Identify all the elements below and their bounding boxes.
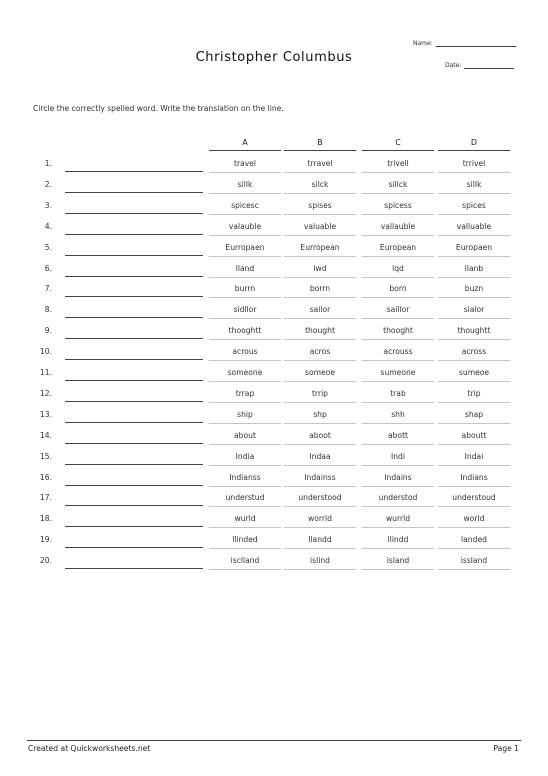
spelling-choice-d[interactable]: llanb xyxy=(464,263,484,273)
spelling-choice-d[interactable]: understoud xyxy=(452,493,496,503)
choice-underline xyxy=(209,339,281,340)
choice-underline xyxy=(362,423,434,424)
choice-underline xyxy=(209,444,281,445)
spelling-choice-c[interactable]: Indi xyxy=(391,451,405,461)
page-number: Page 1 xyxy=(493,744,519,753)
date-line[interactable] xyxy=(464,62,514,69)
worksheet-title: Christopher Columbus xyxy=(195,50,353,65)
choice-underline xyxy=(209,381,281,382)
choice-underline xyxy=(209,423,281,424)
translation-answer-line[interactable] xyxy=(65,401,203,402)
question-number: 10. xyxy=(39,347,52,357)
column-header-a: A xyxy=(242,138,248,147)
choice-underline xyxy=(362,277,434,278)
choice-underline xyxy=(438,172,510,173)
spelling-choice-a[interactable]: valauble xyxy=(228,221,262,231)
choice-underline xyxy=(284,235,356,236)
spelling-choice-c[interactable]: llindd xyxy=(387,535,409,545)
choice-underline xyxy=(209,277,281,278)
column-header-c: C xyxy=(395,138,401,147)
spelling-choice-b[interactable]: someoe xyxy=(305,368,335,377)
spelling-choice-a[interactable]: acrous xyxy=(232,347,258,357)
spelling-choice-a[interactable]: wurld xyxy=(234,514,256,524)
choice-underline xyxy=(362,297,434,298)
choice-underline xyxy=(438,465,510,466)
spelling-choice-d[interactable]: shap xyxy=(464,409,484,419)
column-header-rule xyxy=(209,150,281,151)
choice-underline xyxy=(362,256,434,257)
spelling-choice-a[interactable]: Eurropaen xyxy=(225,242,265,252)
spelling-choice-c[interactable]: trivell xyxy=(387,159,409,168)
spelling-choice-a[interactable]: isclland xyxy=(230,556,260,566)
footer-rule xyxy=(27,740,521,741)
choice-underline xyxy=(209,256,281,257)
spelling-choice-d[interactable]: aboutt xyxy=(461,430,487,440)
spelling-choice-a[interactable]: understud xyxy=(225,493,265,503)
spelling-choice-a[interactable]: spicesc xyxy=(231,200,259,210)
translation-answer-line[interactable] xyxy=(65,359,203,360)
translation-answer-line[interactable] xyxy=(65,464,203,465)
spelling-choice-c[interactable]: trab xyxy=(390,388,406,398)
choice-underline xyxy=(438,486,510,487)
choice-underline xyxy=(209,506,281,507)
spelling-choice-d[interactable]: Europaen xyxy=(455,242,493,252)
choice-underline xyxy=(209,360,281,361)
choice-underline xyxy=(438,506,510,507)
spelling-choice-d[interactable]: buzn xyxy=(464,284,484,294)
spelling-choice-c[interactable]: understod xyxy=(378,493,418,503)
question-number: 13. xyxy=(39,409,52,419)
translation-answer-line[interactable] xyxy=(65,276,203,277)
choice-underline xyxy=(284,193,356,194)
choice-underline xyxy=(209,172,281,173)
column-header-rule xyxy=(284,150,356,151)
choice-underline xyxy=(362,486,434,487)
translation-answer-line[interactable] xyxy=(65,317,203,318)
spelling-choice-c[interactable]: acrouss xyxy=(383,347,413,357)
spelling-choice-a[interactable]: sillk xyxy=(237,179,253,189)
choice-underline xyxy=(362,214,434,215)
spelling-choice-a[interactable]: someone xyxy=(227,368,263,377)
spelling-choice-c[interactable]: Indains xyxy=(384,472,412,482)
spelling-choice-a[interactable]: burrn xyxy=(234,284,256,294)
date-field[interactable] xyxy=(445,62,514,69)
spelling-choice-b[interactable]: Eurropean xyxy=(300,242,340,252)
choice-underline xyxy=(284,465,356,466)
spelling-choice-b[interactable]: sailor xyxy=(309,305,331,315)
choice-underline xyxy=(362,193,434,194)
choice-underline xyxy=(438,235,510,236)
translation-answer-line[interactable] xyxy=(65,171,203,172)
spelling-choice-d[interactable]: sialor xyxy=(463,305,485,315)
spelling-choice-c[interactable]: sillck xyxy=(388,179,408,189)
choice-underline xyxy=(209,402,281,403)
choice-underline xyxy=(284,339,356,340)
choice-underline xyxy=(209,214,281,215)
spelling-choice-b[interactable]: worrld xyxy=(308,514,332,524)
choice-underline xyxy=(362,318,434,319)
question-number: 17. xyxy=(39,493,52,503)
translation-answer-line[interactable] xyxy=(65,526,203,527)
column-header-d: D xyxy=(470,138,478,147)
spelling-choice-b[interactable]: silck xyxy=(311,179,329,189)
spelling-choice-b[interactable]: aboot xyxy=(309,430,331,440)
spelling-choice-b[interactable]: valuable xyxy=(303,221,337,231)
spelling-choice-a[interactable]: ship xyxy=(237,409,253,419)
spelling-choice-c[interactable]: lqd xyxy=(392,263,404,273)
translation-answer-line[interactable] xyxy=(65,255,203,256)
spelling-choice-b[interactable]: understood xyxy=(298,493,342,503)
question-number: 15. xyxy=(39,451,52,461)
choice-underline xyxy=(362,235,434,236)
choice-underline xyxy=(209,569,281,570)
translation-answer-line[interactable] xyxy=(65,568,203,569)
choice-underline xyxy=(362,339,434,340)
choice-underline xyxy=(209,297,281,298)
spelling-choice-d[interactable]: spices xyxy=(462,200,486,210)
date-label: Date: xyxy=(445,62,462,69)
question-number: 7. xyxy=(44,284,52,294)
choice-underline xyxy=(284,318,356,319)
spelling-choice-a[interactable]: lland xyxy=(235,263,255,273)
instructions: Circle the correctly spelled word. Write the translation on the line. xyxy=(33,104,284,113)
spelling-choice-d[interactable]: trrivel xyxy=(462,159,486,168)
question-number: 3. xyxy=(44,200,52,210)
spelling-choice-d[interactable]: sumeoe xyxy=(458,368,490,377)
spelling-choice-c[interactable]: vallauble xyxy=(380,221,416,231)
spelling-choice-d[interactable]: thoughtt xyxy=(457,326,491,336)
spelling-choice-a[interactable]: trrap xyxy=(235,388,255,398)
spelling-choice-d[interactable]: trip xyxy=(467,388,481,398)
question-number: 14. xyxy=(39,430,52,440)
name-line[interactable] xyxy=(436,40,516,47)
column-header-rule xyxy=(438,150,510,151)
spelling-choice-a[interactable]: llinded xyxy=(232,535,258,545)
question-number: 18. xyxy=(39,514,52,524)
spelling-choice-a[interactable]: Indianss xyxy=(229,472,261,482)
choice-underline xyxy=(284,527,356,528)
choice-underline xyxy=(438,527,510,528)
choice-underline xyxy=(362,548,434,549)
spelling-choice-d[interactable]: landed xyxy=(461,535,487,545)
choice-underline xyxy=(362,465,434,466)
choice-underline xyxy=(438,318,510,319)
translation-answer-line[interactable] xyxy=(65,505,203,506)
name-label: Name: xyxy=(413,40,433,47)
choice-underline xyxy=(284,402,356,403)
translation-answer-line[interactable] xyxy=(65,296,203,297)
choice-underline xyxy=(209,193,281,194)
choice-underline xyxy=(284,444,356,445)
spelling-choice-c[interactable]: thooght xyxy=(383,326,413,336)
question-number: 8. xyxy=(44,305,52,315)
spelling-choice-b[interactable]: islind xyxy=(310,556,330,566)
spelling-choice-b[interactable]: thought xyxy=(305,326,335,336)
spelling-choice-c[interactable]: abott xyxy=(387,430,409,440)
spelling-choice-b[interactable]: acros xyxy=(309,347,331,357)
spelling-choice-c[interactable]: shh xyxy=(391,409,405,419)
choice-underline xyxy=(362,402,434,403)
spelling-choice-a[interactable]: sidllor xyxy=(233,305,257,315)
choice-underline xyxy=(284,360,356,361)
column-header-rule xyxy=(362,150,434,151)
choice-underline xyxy=(284,569,356,570)
footer-credit: Created at Quickworksheets.net xyxy=(28,744,151,753)
choice-underline xyxy=(362,569,434,570)
choice-underline xyxy=(284,506,356,507)
choice-underline xyxy=(438,548,510,549)
choice-underline xyxy=(284,297,356,298)
question-number: 5. xyxy=(44,242,52,252)
choice-underline xyxy=(438,423,510,424)
choice-underline xyxy=(209,486,281,487)
question-number: 1. xyxy=(44,159,52,168)
translation-answer-line[interactable] xyxy=(65,485,203,486)
translation-answer-line[interactable] xyxy=(65,192,203,193)
spelling-choice-b[interactable]: shp xyxy=(313,409,327,419)
spelling-choice-a[interactable]: thooghtt xyxy=(228,326,262,336)
choice-underline xyxy=(209,465,281,466)
choice-underline xyxy=(284,423,356,424)
question-number: 20. xyxy=(39,556,52,566)
choice-underline xyxy=(362,527,434,528)
spelling-choice-b[interactable]: lwd xyxy=(313,263,327,273)
spelling-choice-c[interactable]: wurrld xyxy=(385,514,411,524)
spelling-choice-c[interactable]: saillor xyxy=(386,305,410,315)
translation-answer-line[interactable] xyxy=(65,422,203,423)
question-number: 4. xyxy=(44,221,52,231)
choice-underline xyxy=(362,172,434,173)
spelling-choice-d[interactable]: issland xyxy=(460,556,488,566)
choice-underline xyxy=(284,486,356,487)
choice-underline xyxy=(284,381,356,382)
name-field[interactable] xyxy=(413,40,516,47)
choice-underline xyxy=(284,214,356,215)
choice-underline xyxy=(438,402,510,403)
translation-answer-line[interactable] xyxy=(65,234,203,235)
spelling-choice-c[interactable]: born xyxy=(389,284,407,294)
spelling-choice-b[interactable]: llandd xyxy=(308,535,332,545)
choice-underline xyxy=(284,172,356,173)
question-number: 6. xyxy=(44,263,52,273)
question-number: 9. xyxy=(44,326,52,336)
choice-underline xyxy=(362,506,434,507)
spelling-choice-d[interactable]: world xyxy=(463,514,485,524)
choice-underline xyxy=(438,193,510,194)
choice-underline xyxy=(438,360,510,361)
spelling-choice-c[interactable]: European xyxy=(379,242,417,252)
choice-underline xyxy=(438,339,510,340)
spelling-choice-d[interactable]: valluable xyxy=(456,221,492,231)
translation-answer-line[interactable] xyxy=(65,547,203,548)
spelling-choice-b[interactable]: Indainss xyxy=(304,472,336,482)
spelling-choice-d[interactable]: across xyxy=(461,347,487,357)
choice-underline xyxy=(438,214,510,215)
spelling-choice-d[interactable]: Indians xyxy=(460,472,488,482)
choice-underline xyxy=(438,256,510,257)
spelling-choice-b[interactable]: spises xyxy=(308,200,332,210)
translation-answer-line[interactable] xyxy=(65,380,203,381)
choice-underline xyxy=(284,277,356,278)
choice-underline xyxy=(362,444,434,445)
choice-underline xyxy=(284,256,356,257)
spelling-choice-c[interactable]: sumeone xyxy=(380,368,416,377)
choice-underline xyxy=(438,277,510,278)
question-number: 2. xyxy=(44,179,52,189)
spelling-choice-a[interactable]: India xyxy=(235,451,255,461)
translation-answer-line[interactable] xyxy=(65,213,203,214)
translation-answer-line[interactable] xyxy=(65,338,203,339)
choice-underline xyxy=(209,235,281,236)
spelling-choice-c[interactable]: island xyxy=(386,556,410,566)
choice-underline xyxy=(209,548,281,549)
question-number: 19. xyxy=(39,535,52,545)
spelling-choice-d[interactable]: sillk xyxy=(466,179,482,189)
choice-underline xyxy=(362,381,434,382)
choice-underline xyxy=(209,318,281,319)
choice-underline xyxy=(438,569,510,570)
translation-answer-line[interactable] xyxy=(65,443,203,444)
spelling-choice-b[interactable]: trrip xyxy=(311,388,329,398)
spelling-choice-b[interactable]: trravel xyxy=(307,159,333,168)
choice-underline xyxy=(438,381,510,382)
column-header-b: B xyxy=(317,138,323,147)
choice-underline xyxy=(284,548,356,549)
spelling-choice-a[interactable]: travel xyxy=(233,159,257,168)
choice-underline xyxy=(438,297,510,298)
choice-underline xyxy=(209,527,281,528)
spelling-choice-a[interactable]: about xyxy=(234,430,256,440)
spelling-choice-b[interactable]: borrn xyxy=(309,284,331,294)
choice-underline xyxy=(362,360,434,361)
question-number: 11. xyxy=(39,368,52,377)
question-number: 12. xyxy=(39,388,52,398)
choice-underline xyxy=(438,444,510,445)
spelling-choice-d[interactable]: Indai xyxy=(464,451,484,461)
spelling-choice-c[interactable]: spicess xyxy=(384,200,412,210)
question-number: 16. xyxy=(39,472,52,482)
spelling-choice-b[interactable]: Indaa xyxy=(309,451,331,461)
